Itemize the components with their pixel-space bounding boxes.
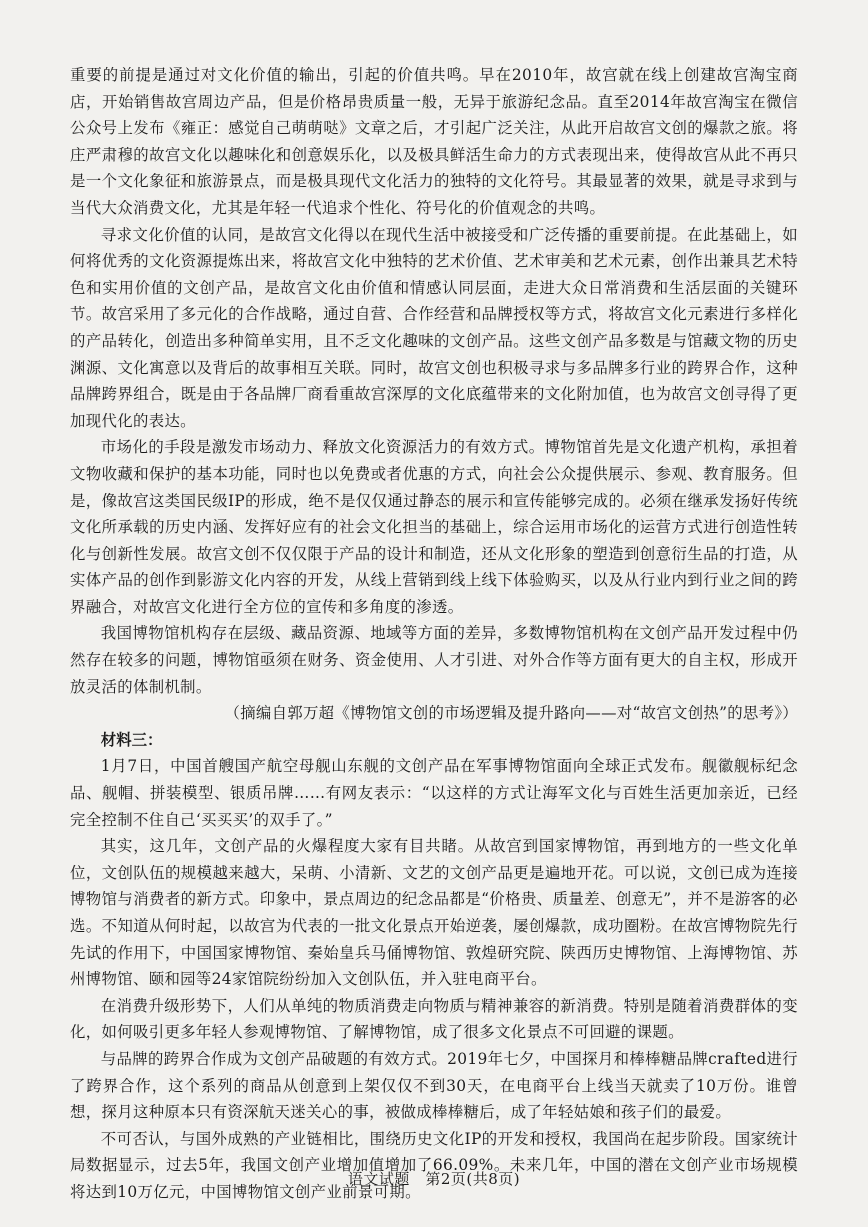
paragraph-market-means: 市场化的手段是激发市场动力、释放文化资源活力的有效方式。博物馆首先是文化遗产机构，承担着文物收藏和保护的基本功能，同时也以免费或者优惠的方式，向社会公众提供展示、参观、教育服务。但是，像故宫这类国民级IP的形成，绝不是仅仅通过静态的展示和宣传能够完成的。必须在继承发扬好传统文化所承载的历史内涵、发挥好应有的社会文化担当的基础上，综合运用市场化的运营方式进行创造性转化与创新性发展。故宫文创不仅仅限于产品的设计和制造，还从文化形象的塑造到创意衍生品的打造，从实体产品的创作到影游文化内容的开发，从线上营销到线上线下体验购买，以及从行业内到行业之间的跨界融合，对故宫文化进行全方位的宣传和多角度的渗透。 <box>70 438 798 616</box>
paragraph-industry-outlook: 不可否认，与国外成熟的产业链相比，围绕历史文化IP的开发和授权，我国尚在起步阶段。国家统计局数据显示，过去5年，我国文创产业增加值增加了66.09%。未来几年，中国的潜在文创产业市场规模将达到10万亿元，中国博物馆文创产业前景可期。 <box>70 1129 798 1201</box>
paragraph-brand-crossover: 与品牌的跨界合作成为文创产品破题的有效方式。2019年七夕，中国探月和棒棒糖品牌crafted进行了跨界合作，这个系列的商品从创意到上架仅仅不到30天，在电商平台上线当天就卖了10万份。谁曾想，探月这种原本只有资深航天迷关心的事，被做成棒棒糖后，成了年轻姑娘和孩子们的最爱。 <box>70 1049 798 1122</box>
paragraph-consumption-upgrade: 在消费升级形势下，人们从单纯的物质消费走向物质与精神兼容的新消费。特别是随着消费群体的变化，如何吸引更多年轻人参观博物馆、了解博物馆，成了很多文化景点不可回避的课题。 <box>70 996 798 1042</box>
paragraph-museum-differences: 我国博物馆机构存在层级、藏品资源、地域等方面的差异，多数博物馆机构在文创产品开发过程中仍然存在较多的问题，博物馆亟须在财务、资金使用、人才引进、对外合作等方面有更大的自主权，形成开放灵活的体制机制。 <box>70 624 798 696</box>
page-footer: 语文试题 第2页(共8页) <box>347 1170 521 1188</box>
paragraph-continued: 重要的前提是通过对文化价值的输出，引起的价值共鸣。早在2010年，故宫就在线上创建故宫淘宝商店，开始销售故宫周边产品，但是价格昂贵质量一般，无异于旅游纪念品。直至2014年故宫淘宝在微信公众号上发布《雍正：感觉自己萌萌哒》文章之后，才引起广泛关注，从此开启故宫文创的爆款之旅。将庄严肃穆的故宫文化以趣味化和创意娱乐化，以及极具鲜活生命力的方式表现出来，使得故宫从此不再只是一个文化象征和旅游景点，而是极具现代文化活力的独特的文化符号。其最显著的效果，就是寻求到与当代大众消费文化，尤其是年轻一代追求个性化、符号化的价值观念的共鸣。 <box>70 66 798 217</box>
paragraph-cultural-value: 寻求文化价值的认同，是故宫文化得以在现代生活中被接受和广泛传播的重要前提。在此基础上，如何将优秀的文化资源提炼出来，将故宫文化中独特的艺术价值、艺术审美和艺术元素，创作出兼具艺术特色和实用价值的文创产品，是故宫文化由价值和情感认同层面，走进大众日常消费和生活层面的关键环节。故宫采用了多元化的合作战略，通过自营、合作经营和品牌授权等方式，将故宫文化元素进行多样化的产品转化，创造出多种简单实用，且不乏文化趣味的文创产品。这些文创产品多数是与馆藏文物的历史渊源、文化寓意以及背后的故事相互关联。同时，故宫文创也积极寻求与多品牌多行业的跨界合作，这种品牌跨界组合，既是由于各品牌厂商看重故宫深厚的文化底蕴带来的文化附加值，也为故宫文创寻得了更加现代化的表达。 <box>70 225 798 430</box>
source-citation: （摘编自郭万超《博物馆文创的市场逻辑及提升路向——对“故宫文创热”的思考》） <box>224 704 798 723</box>
paragraph-shandong-carrier: 1月7日，中国首艘国产航空母舰山东舰的文创产品在军事博物馆面向全球正式发布。舰徽舰标纪念品、舰帽、拼装模型、银质吊牌……有网友表示：“以这样的方式让海军文化与百姓生活更加亲近，已经完全控制不住自己‘买买买’的双手了。” <box>70 757 798 829</box>
material-three-heading: 材料三： <box>100 730 163 749</box>
paragraph-cultural-boom: 其实，这几年，文创产品的火爆程度大家有目共睹。从故宫到国家博物馆，再到地方的一些文化单位，文创队伍的规模越来越大，呆萌、小清新、文艺的文创产品更是遍地开花。可以说，文创已成为连接博物馆与消费者的新方式。印象中，景点周边的纪念品都是“价格贵、质量差、创意无”，并不是游客的必选。不知道从何时起，以故宫为代表的一批文化景点开始逆袭，屡创爆款，成功圈粉。在故宫博物院先行先试的作用下，中国国家博物馆、秦始皇兵马俑博物馆、敦煌研究院、陕西历史博物馆、上海博物馆、苏州博物馆、颐和园等24家馆院纷纷加入文创队伍，并入驻电商平台。 <box>70 837 798 989</box>
